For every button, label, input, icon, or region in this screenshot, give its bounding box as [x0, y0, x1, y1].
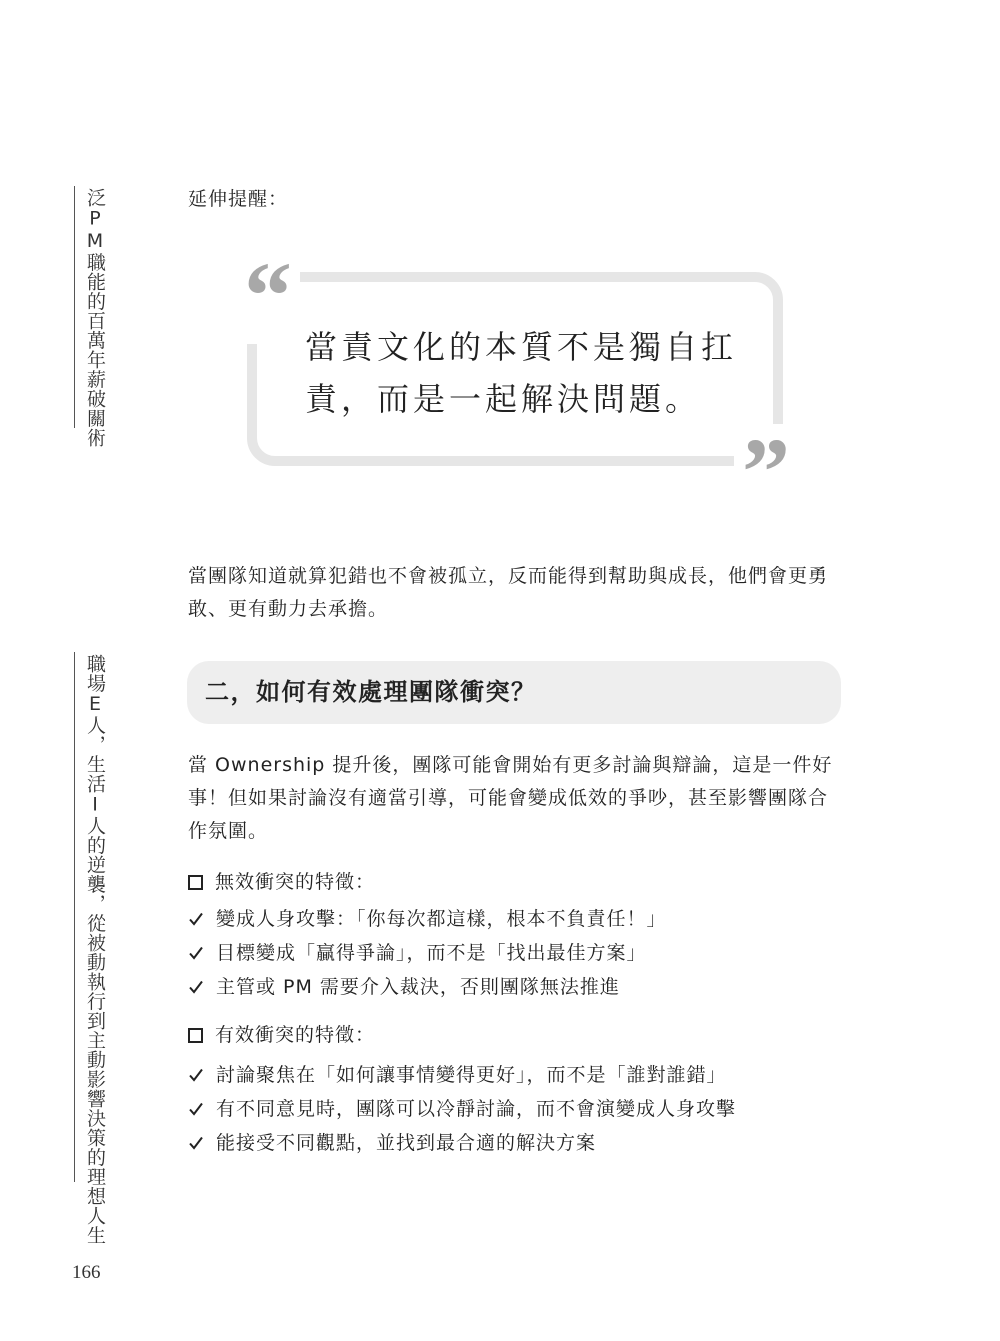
list-item [188, 936, 667, 970]
section-heading-box [187, 661, 841, 724]
list-item [188, 902, 667, 936]
list-item-text: 目標變成「贏得爭論」，而不是「找出最佳方案」 [216, 942, 647, 964]
checkmark-icon [188, 1135, 204, 1151]
effective-conflict-list [188, 1058, 736, 1160]
close-quote-icon: ” [734, 424, 798, 520]
checkbox-icon [188, 875, 203, 890]
book-subtitle: 職場E人，生活I人的逆襲，從被動執行到主動影響決策的理想人生 [84, 654, 106, 1245]
list-item-text: 能接受不同觀點，並找到最合適的解決方案 [216, 1132, 597, 1154]
book-title: 泛PM職能的百萬年薪破關術 [84, 188, 106, 448]
list-item [188, 970, 667, 1004]
ineffective-conflict-list [188, 902, 667, 1004]
checkmark-icon [188, 911, 204, 927]
section-heading: 二，如何有效處理團隊衝突？ [205, 678, 537, 706]
effective-conflict-title [188, 1020, 375, 1050]
list-item-text: 變成人身攻擊：「你每次都這樣，根本不負責任！」 [216, 908, 667, 930]
ineffective-conflict-title [188, 867, 375, 897]
list-item-text: 討論聚焦在「如何讓事情變得更好」，而不是「誰對誰錯」 [216, 1064, 727, 1086]
checkmark-icon [188, 945, 204, 961]
ineffective-conflict-title-text: 無效衝突的特徵： [215, 871, 376, 893]
checkbox-icon [188, 1028, 203, 1043]
header-rule-top [74, 186, 75, 428]
list-item-text: 有不同意見時，團隊可以冷靜討論，而不會演變成人身攻擊 [216, 1098, 737, 1120]
list-item-text: 主管或 PM 需要介入裁決，否則團隊無法推進 [216, 976, 620, 998]
quote-text: 當責文化的本質不是獨自扛責，而是一起解決問題。 [305, 328, 738, 418]
effective-conflict-title-text: 有效衝突的特徵： [215, 1024, 376, 1046]
header-rule-bottom [74, 652, 75, 1182]
open-quote-icon: “ [236, 248, 300, 344]
paragraph-ownership: 當 Ownership 提升後，團隊可能會開始有更多討論與辯論，這是一件好事！但如果討論沒有適當引導，可能會變成低效的爭吵，甚至影響團隊合作氛圍。 [188, 754, 833, 842]
paragraph-accountability: 當團隊知道就算犯錯也不會被孤立，反而能得到幫助與成長，他們會更勇敢、更有動力去承擔。 [188, 565, 829, 620]
reminder-label: 延伸提醒： [188, 188, 289, 210]
list-item [188, 1126, 736, 1160]
checkmark-icon [188, 1101, 204, 1117]
list-item [188, 1058, 736, 1092]
checkmark-icon [188, 1067, 204, 1083]
list-item [188, 1092, 736, 1126]
checkmark-icon [188, 979, 204, 995]
page-number: 166 [72, 1262, 101, 1283]
